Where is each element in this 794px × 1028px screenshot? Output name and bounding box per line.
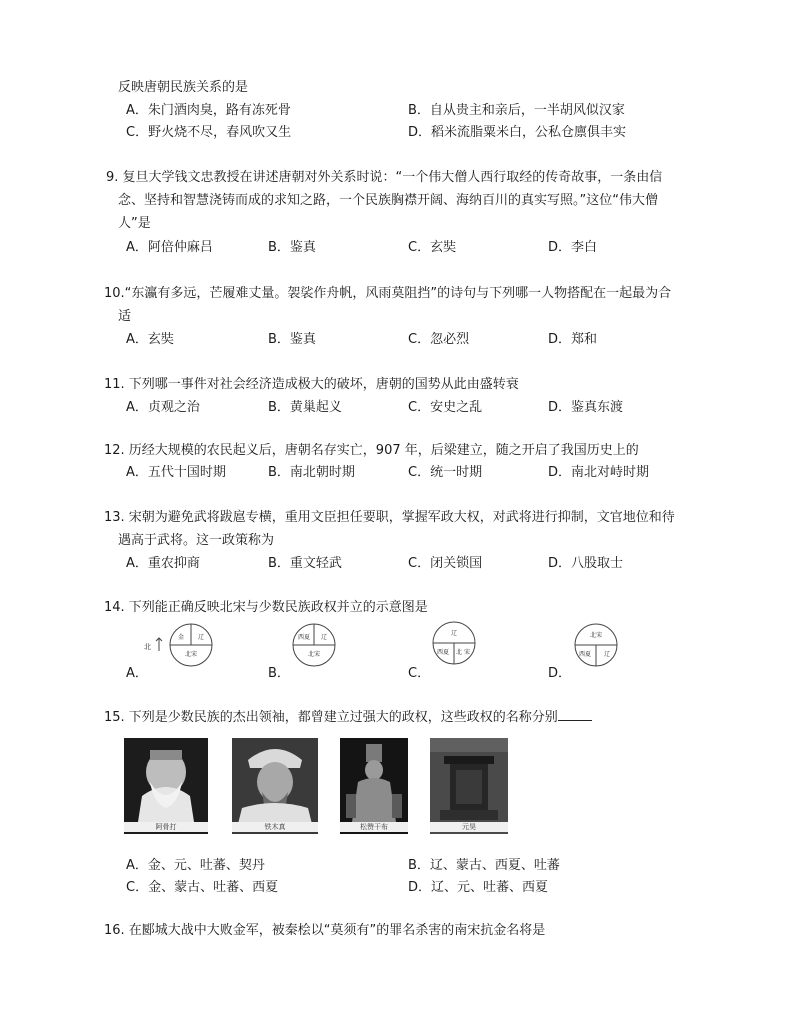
q14-b-label-top-right: 辽	[320, 634, 328, 641]
q11-option-a: A．贞观之治	[126, 400, 200, 415]
q14-c-label-bottom-mid: 北	[455, 649, 463, 656]
q12-option-c: C．统一时期	[408, 465, 483, 480]
q9-stem-line2: 念、坚持和智慧浇铸而成的求知之路，一个民族胸襟开阔、海纳百川的真实写照。”这位“伟大僧	[118, 193, 658, 208]
q8-option-c: C．野火烧不尽，春风吹又生	[126, 125, 292, 140]
q9-option-b: B．鉴真	[268, 240, 316, 255]
q14-a-label-top-right: 辽	[197, 634, 205, 641]
q9-option-a: A．阿倍仲麻吕	[126, 240, 213, 255]
q10-option-b: B．鉴真	[268, 332, 316, 347]
q8-option-d: D．稻米流脂粟米白，公私仓廪俱丰实	[408, 125, 627, 140]
q14-d-label-bottom-left: 西夏	[578, 651, 592, 658]
q14-a-label-top-left: 金	[177, 634, 185, 641]
portrait-caption-aguda: 阿骨打	[124, 822, 208, 832]
q8-option-b: B．自从贵主和亲后，一半胡风似汉家	[408, 103, 625, 118]
q14-c-label-bottom-right: 宋	[463, 649, 471, 656]
q10-option-a: A．玄奘	[126, 332, 174, 347]
q13-option-d: D．八股取士	[548, 556, 624, 571]
portrait-caption-temujin: 铁木真	[232, 822, 318, 832]
q12-option-b: B．南北朝时期	[268, 465, 355, 480]
q10-option-d: D．郑和	[548, 332, 598, 347]
portrait-yuanhao	[430, 738, 508, 834]
q14-a-label-bottom: 北宋	[184, 651, 198, 658]
q14-b-label-bottom: 北宋	[307, 651, 321, 658]
q13-option-b: B．重文轻武	[268, 556, 342, 571]
q13-option-a: A．重农抑商	[126, 556, 200, 571]
q11-option-d: D．鉴真东渡	[548, 400, 624, 415]
q15-stem-text: 15. 下列是少数民族的杰出领袖，都曾建立过强大的政权，这些政权的名称分别	[104, 710, 558, 725]
q15-option-a: A．金、元、吐蕃、契丹	[126, 858, 265, 873]
q15-answer-blank	[558, 708, 592, 721]
q14-option-d: D．	[548, 666, 572, 681]
q14-diagram-d	[570, 622, 622, 668]
q10-option-c: C．忽必烈	[408, 332, 470, 347]
q14-c-label-bottom-left: 西夏	[436, 649, 450, 656]
north-arrow-icon	[154, 636, 164, 652]
portrait-caption-yuanhao: 元昊	[430, 822, 508, 832]
q10-stem-line2: 适	[118, 309, 132, 324]
q11-stem-line1: 11. 下列哪一事件对社会经济造成极大的破坏，唐朝的国势从此由盛转衰	[104, 377, 519, 392]
q8-stem-tail: 反映唐朝民族关系的是	[118, 80, 249, 95]
q14-d-label-top: 北宋	[589, 632, 603, 639]
q14-option-b: B．	[268, 666, 290, 681]
q14-north-label: 北	[144, 643, 151, 651]
q14-b-label-top-left: 西夏	[297, 634, 311, 641]
q15-stem-line1	[104, 706, 592, 725]
q15-option-b: B．辽、蒙古、西夏、吐蕃	[408, 858, 560, 873]
q13-stem-line2: 遇高于武将。这一政策称为	[118, 533, 275, 548]
q12-stem-line1: 12. 历经大规模的农民起义后，唐朝名存实亡，907 年，后梁建立，随之开启了我国历史上的	[104, 443, 639, 458]
q14-option-c: C．	[408, 666, 431, 681]
q16-stem-line1: 16. 在郾城大战中大败金军，被秦桧以“莫须有”的罪名杀害的南宋抗金名将是	[104, 923, 546, 938]
q15-option-c: C．金、蒙古、吐蕃、西夏	[126, 880, 279, 895]
q13-stem-line1: 13. 宋朝为避免武将跋扈专横，重用文臣担任要职，掌握军政大权，对武将进行抑制，文官地位和待	[104, 510, 675, 525]
q9-stem-line1: 9. 复旦大学钱文忠教授在讲述唐朝对外关系时说：“一个伟大僧人西行取经的传奇故事，一条由信	[106, 170, 663, 185]
q14-d-label-bottom-right: 辽	[603, 651, 611, 658]
q12-option-d: D．南北对峙时期	[548, 465, 650, 480]
q10-stem-line1: 10.“东瀛有多远，芒履难丈量。袈裟作舟帆，风雨莫阻挡”的诗句与下列哪一人物搭配在一起最为合	[104, 286, 672, 301]
portrait-aguda	[124, 738, 208, 834]
q12-option-a: A．五代十国时期	[126, 465, 226, 480]
q14-diagram-b	[288, 622, 340, 668]
portrait-songtsen-gampo	[340, 738, 408, 834]
q14-diagram-a	[165, 622, 217, 668]
q8-option-a: A．朱门酒肉臭，路有冻死骨	[126, 103, 291, 118]
q14-option-a: A．	[126, 666, 148, 681]
q14-c-label-top: 辽	[450, 630, 458, 637]
q11-option-b: B．黄巢起义	[268, 400, 342, 415]
portrait-caption-songtsen-gampo: 松赞干布	[340, 822, 408, 832]
q15-option-d: D．辽、元、吐蕃、西夏	[408, 880, 549, 895]
q9-option-d: D．李白	[548, 240, 598, 255]
q9-option-c: C．玄奘	[408, 240, 457, 255]
q9-stem-line3: 人”是	[118, 216, 151, 231]
q14-diagram-c	[428, 620, 480, 666]
portrait-temujin	[232, 738, 318, 834]
q14-stem-line1: 14. 下列能正确反映北宋与少数民族政权并立的示意图是	[104, 600, 428, 615]
q11-option-c: C．安史之乱	[408, 400, 483, 415]
q13-option-c: C．闭关锁国	[408, 556, 483, 571]
